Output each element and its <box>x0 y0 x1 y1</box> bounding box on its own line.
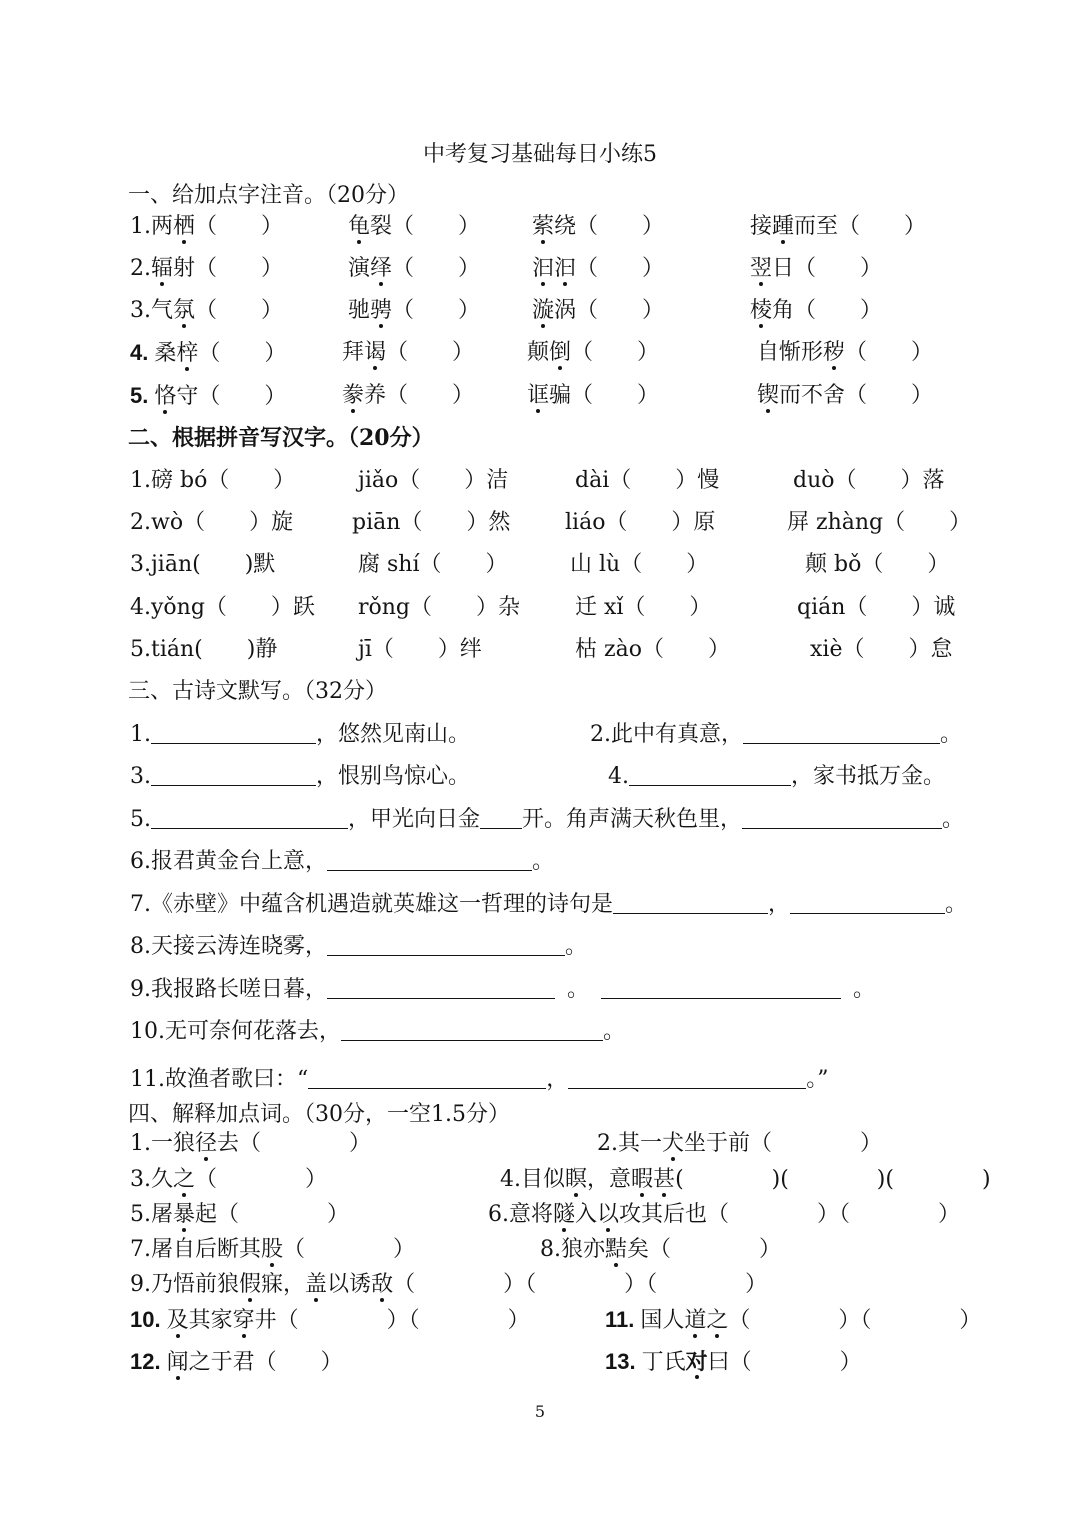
text-seg: 1.一狼 <box>130 1131 195 1156</box>
section3-row-2 <box>0 765 1080 789</box>
text-seg: 之于君（ ） <box>188 1350 343 1375</box>
text-seg: 2.其一 <box>597 1131 662 1156</box>
section3-row-9 <box>0 1068 1080 1092</box>
recitation-item <box>130 893 967 917</box>
question-number: 4. <box>130 340 149 365</box>
text-seg: 坐于前（ ） <box>684 1131 883 1156</box>
text-seg: （ ） <box>392 298 481 323</box>
section4-heading: 四、解释加点词。（30分，一空1.5分） <box>128 1102 510 1127</box>
text-seg: 演 <box>348 256 371 281</box>
text-seg: 。 <box>940 722 963 747</box>
page-number: 5 <box>534 1402 546 1421</box>
dotted-char: 犬 <box>662 1131 685 1156</box>
page-title: 中考复习基础每日小练5 <box>423 142 657 167</box>
explain-item <box>130 1308 530 1333</box>
text-seg: 射（ ） <box>173 256 284 281</box>
dotted-char: 甚 <box>653 1167 676 1192</box>
dotted-char: 以 <box>597 1202 620 1227</box>
dotted-char: 栖 <box>173 214 196 239</box>
explain-item <box>540 1238 781 1262</box>
section3-row-6 <box>0 935 1080 959</box>
question-number: 11. <box>605 1307 635 1332</box>
text-seg: 守（ ） <box>176 384 287 409</box>
section1-row-4 <box>0 341 1080 365</box>
text-seg: 3.久 <box>130 1167 173 1192</box>
text-seg: 开。角声满天秋色里， <box>522 807 743 832</box>
phonetic-item <box>532 257 664 281</box>
phonetic-item <box>527 341 659 365</box>
pinyin-item: 腐 shí（ ） <box>358 552 508 577</box>
dotted-char: 盖 <box>305 1272 328 1297</box>
answer-blank <box>327 978 555 999</box>
dotted-char: 股 <box>261 1237 284 1262</box>
text-seg: （ ） <box>195 298 284 323</box>
text-seg: 而至（ ） <box>794 214 927 239</box>
dotted-char: 汩 <box>532 256 555 281</box>
text-seg: ，家书抵万金。 <box>791 764 946 789</box>
pinyin-item: 山 lù（ ） <box>570 552 709 577</box>
phonetic-item <box>130 299 283 323</box>
dotted-char: 绎 <box>370 256 393 281</box>
pinyin-item: liáo（ ）原 <box>565 510 716 535</box>
answer-blank <box>743 723 940 744</box>
phonetic-item <box>342 384 474 408</box>
recitation-item <box>130 935 587 959</box>
section2-row-5 <box>0 638 1080 662</box>
dotted-char: 及 <box>166 1308 189 1333</box>
text-seg: （ ） <box>283 1237 416 1262</box>
text-seg: 10.无可奈何花落去， <box>130 1019 341 1044</box>
text-seg: 。 <box>942 807 965 832</box>
text-seg: 井（ ）（ ） <box>254 1308 530 1333</box>
section1-row-2 <box>0 257 1080 281</box>
explain-item <box>488 1203 960 1227</box>
dotted-char: 隧 <box>553 1202 576 1227</box>
dotted-char: 氛 <box>173 298 196 323</box>
text-seg: ，恨别鸟惊心。 <box>316 764 471 789</box>
section3-heading: 三、古诗文默写。（32分） <box>128 679 387 704</box>
dotted-char: 骋 <box>370 298 393 323</box>
answer-blank <box>613 893 768 914</box>
answer-blank <box>601 978 841 999</box>
text-seg: 5.屠 <box>130 1202 173 1227</box>
text-seg: 驰 <box>348 298 371 323</box>
text-seg: 颠 <box>527 340 550 365</box>
text-seg: 而不舍（ ） <box>779 383 934 408</box>
dotted-char: 翌 <box>750 256 773 281</box>
dotted-char: 道 <box>684 1308 707 1333</box>
text-seg: 6.意将 <box>488 1202 553 1227</box>
explain-item <box>605 1308 981 1333</box>
explain-item <box>605 1350 862 1375</box>
text-seg: 3. <box>130 764 151 789</box>
pinyin-item: 1.磅 bó（ ） <box>130 468 296 493</box>
text-seg: 9.乃悟前狼 <box>130 1272 239 1297</box>
dotted-char: 倒 <box>549 340 572 365</box>
dotted-char: 穿 <box>232 1308 255 1333</box>
text-seg: 。 <box>565 934 588 959</box>
text-seg: 矣（ ） <box>627 1237 782 1262</box>
dotted-char: 对 <box>685 1349 708 1375</box>
dotted-char: 汩 <box>554 256 577 281</box>
text-seg: 6.报君黄金台上意， <box>130 849 327 874</box>
text-seg: 丁氏 <box>641 1350 686 1375</box>
phonetic-item <box>130 341 286 366</box>
text-seg: 接 <box>750 214 773 239</box>
section1-row-3 <box>0 299 1080 323</box>
answer-blank <box>308 1068 546 1089</box>
section2-row-4 <box>0 596 1080 620</box>
recitation-item <box>130 1068 829 1092</box>
text-seg: 。 <box>567 977 590 1002</box>
text-seg: ， <box>768 892 791 917</box>
text-seg: 桑 <box>154 341 177 366</box>
section2-row-3 <box>0 553 1080 577</box>
pinyin-item: rǒng（ ）杂 <box>358 595 521 620</box>
text-seg: 2.此中有真意， <box>590 722 743 747</box>
phonetic-item <box>130 257 283 281</box>
explain-item <box>130 1168 327 1192</box>
answer-blank <box>742 808 942 829</box>
text-seg: 攻其后也（ ）（ ） <box>619 1202 961 1227</box>
text-seg: 。” <box>806 1067 829 1092</box>
pinyin-item: 2.wò（ ）旋 <box>130 510 294 535</box>
text-seg: 其家 <box>188 1308 233 1333</box>
explain-item <box>597 1132 882 1156</box>
text-seg: 拜 <box>342 340 365 365</box>
section2-row-2 <box>0 511 1080 535</box>
dotted-char: 敌 <box>371 1272 394 1297</box>
question-number: 12. <box>130 1349 161 1374</box>
pinyin-item: 枯 zào（ ） <box>575 637 730 662</box>
recitation-item <box>130 808 964 832</box>
text-seg: 8.狼亦 <box>540 1237 605 1262</box>
pinyin-item: dài（ ）慢 <box>575 468 720 493</box>
dotted-char: 诓 <box>527 383 550 408</box>
text-seg: 。 <box>945 892 968 917</box>
dotted-char: 谒 <box>364 340 387 365</box>
answer-blank <box>151 723 316 744</box>
text-seg: 以诱 <box>327 1272 372 1297</box>
recitation-item <box>130 850 554 874</box>
text-seg: 起（ ） <box>195 1202 350 1227</box>
section4-row-5 <box>0 1273 1080 1297</box>
question-number: 5. <box>130 383 149 408</box>
section3-row-8 <box>0 1020 1080 1044</box>
section3-row-1 <box>0 723 1080 747</box>
pinyin-item: jiǎo（ ）洁 <box>358 468 509 493</box>
recitation-item <box>608 765 945 789</box>
text-seg: 日（ ） <box>772 256 883 281</box>
text-seg: 裂（ ） <box>370 214 481 239</box>
section2-row-1 <box>0 469 1080 493</box>
text-seg: 。 <box>853 977 876 1002</box>
text-seg: 曰（ ） <box>707 1350 862 1375</box>
text-seg: 去（ ） <box>217 1131 372 1156</box>
dotted-char: 闻 <box>166 1350 189 1375</box>
dotted-char: 踵 <box>772 214 795 239</box>
text-seg: 3.气 <box>130 298 173 323</box>
text-seg: 。 <box>603 1019 626 1044</box>
phonetic-item <box>348 299 480 323</box>
dotted-char: 梓 <box>176 341 199 366</box>
text-seg: 9.我报路长嗟日暮， <box>130 977 327 1002</box>
section2-heading: 二、根据拼音写汉字。（20分） <box>128 425 434 451</box>
text-seg: （ ） <box>195 214 284 239</box>
text-seg: （ ） <box>198 341 287 366</box>
phonetic-item <box>532 299 664 323</box>
text-seg: 11.故渔者歌曰：“ <box>130 1067 309 1092</box>
text-seg: 。 <box>532 849 555 874</box>
pinyin-item: 3.jiān( )默 <box>130 552 276 577</box>
section3-row-4 <box>0 850 1080 874</box>
phonetic-item <box>342 341 474 365</box>
pinyin-item: duò（ ）落 <box>793 468 945 493</box>
pinyin-item: qián（ ）诚 <box>797 595 956 620</box>
text-seg: 7.屠自后断其 <box>130 1237 261 1262</box>
section4-row-2 <box>0 1168 1080 1192</box>
text-seg: 绕（ ） <box>554 214 665 239</box>
question-number: 13. <box>605 1349 636 1374</box>
pinyin-item: jī（ ）绊 <box>358 637 482 662</box>
dotted-char: 龟 <box>348 214 371 239</box>
pinyin-item: 屏 zhàng（ ） <box>787 510 972 535</box>
answer-blank <box>151 765 316 786</box>
pinyin-item: 4.yǒng（ ）跃 <box>130 595 315 620</box>
answer-blank <box>327 850 532 871</box>
text-seg: ， <box>546 1067 569 1092</box>
dotted-char: 豢 <box>342 383 365 408</box>
section1-row-1 <box>0 215 1080 239</box>
text-seg: 5. <box>130 807 151 832</box>
answer-blank <box>151 808 348 829</box>
recitation-item <box>130 1020 625 1044</box>
phonetic-item <box>750 299 882 323</box>
text-seg: 4.目似 <box>500 1167 565 1192</box>
dotted-char: 漩 <box>532 298 555 323</box>
dotted-char: 暇 <box>631 1167 654 1192</box>
text-seg: 1.两 <box>130 214 173 239</box>
text-seg: ，意 <box>587 1167 632 1192</box>
text-seg: 2. <box>130 256 151 281</box>
text-seg: （ ）（ ） <box>728 1308 982 1333</box>
dotted-char: 径 <box>195 1131 218 1156</box>
pinyin-item: 颠 bǒ（ ） <box>805 552 950 577</box>
text-seg: （ ） <box>195 1167 328 1192</box>
pinyin-item: piān（ ）然 <box>352 510 511 535</box>
text-seg: （ ） <box>576 256 665 281</box>
text-seg: 国人 <box>640 1308 685 1333</box>
phonetic-item <box>348 257 480 281</box>
dotted-char: 棱 <box>750 298 773 323</box>
section3-row-3 <box>0 808 1080 832</box>
recitation-item <box>130 765 470 789</box>
text-seg: 4. <box>608 764 629 789</box>
text-seg: ，甲光向日金 <box>348 807 481 832</box>
text-seg: 1. <box>130 722 151 747</box>
dotted-char: 恪 <box>154 384 177 409</box>
recitation-item <box>590 723 962 747</box>
dotted-char: 暴 <box>173 1202 196 1227</box>
text-seg: 自惭形 <box>757 340 824 365</box>
text-seg: （ ） <box>845 340 934 365</box>
phonetic-item <box>757 341 933 365</box>
dotted-char: 辐 <box>151 256 174 281</box>
section3-row-7 <box>0 978 1080 1002</box>
pinyin-item: xiè（ ）怠 <box>810 637 953 662</box>
question-number: 10. <box>130 1307 161 1332</box>
section4-row-3 <box>0 1203 1080 1227</box>
phonetic-item <box>750 215 926 239</box>
text-seg: 涡（ ） <box>554 298 665 323</box>
dotted-char: 黠 <box>605 1237 628 1262</box>
text-seg: 角（ ） <box>772 298 883 323</box>
text-seg: ，悠然见南山。 <box>316 722 471 747</box>
phonetic-item <box>348 215 480 239</box>
text-seg: （ ） <box>571 340 660 365</box>
dotted-char: 秽 <box>823 340 846 365</box>
section4-row-7 <box>0 1350 1080 1374</box>
phonetic-item <box>532 215 664 239</box>
dotted-char: 瞑 <box>565 1167 588 1192</box>
pinyin-item: 迁 xǐ（ ） <box>575 595 712 620</box>
answer-blank <box>480 808 522 829</box>
phonetic-item <box>130 215 283 239</box>
explain-item <box>130 1203 349 1227</box>
explain-item <box>130 1238 415 1262</box>
text-seg: （ ） <box>392 256 481 281</box>
answer-blank <box>341 1020 603 1041</box>
dotted-char: 萦 <box>532 214 555 239</box>
dotted-char: 之 <box>706 1308 729 1333</box>
section3-row-5 <box>0 893 1080 917</box>
dotted-char: 之 <box>173 1167 196 1192</box>
text-seg: （ ） <box>386 340 475 365</box>
section1-heading: 一、给加点字注音。（20分） <box>128 183 409 208</box>
pinyin-item: 5.tián( )静 <box>130 637 278 662</box>
section4-row-6 <box>0 1308 1080 1332</box>
phonetic-item <box>527 384 659 408</box>
answer-blank <box>568 1068 806 1089</box>
section1-row-5 <box>0 384 1080 408</box>
recitation-item <box>130 978 887 1002</box>
answer-blank <box>790 893 945 914</box>
text-seg: 骗（ ） <box>549 383 660 408</box>
text-seg: ( )( )( ) <box>675 1167 991 1192</box>
explain-item <box>130 1273 767 1297</box>
recitation-item <box>130 723 470 747</box>
phonetic-item <box>750 257 882 281</box>
explain-item <box>500 1168 991 1192</box>
text-seg: （ ）（ ）（ ） <box>393 1272 768 1297</box>
answer-blank <box>629 765 791 786</box>
text-seg: 7.《赤壁》中蕴含机遇造就英雄这一哲理的诗句是 <box>130 892 613 917</box>
text-seg: 8.天接云涛连晓雾， <box>130 934 327 959</box>
text-seg: 入 <box>575 1202 598 1227</box>
explain-item <box>130 1132 371 1156</box>
phonetic-item <box>757 384 933 408</box>
phonetic-item <box>130 384 286 409</box>
dotted-char: 假 <box>239 1272 262 1297</box>
text-seg: 寐， <box>261 1272 306 1297</box>
section4-row-4 <box>0 1238 1080 1262</box>
section4-row-1 <box>0 1132 1080 1156</box>
answer-blank <box>327 935 565 956</box>
explain-item <box>130 1350 343 1375</box>
dotted-char: 锲 <box>757 383 780 408</box>
text-seg: 养（ ） <box>364 383 475 408</box>
